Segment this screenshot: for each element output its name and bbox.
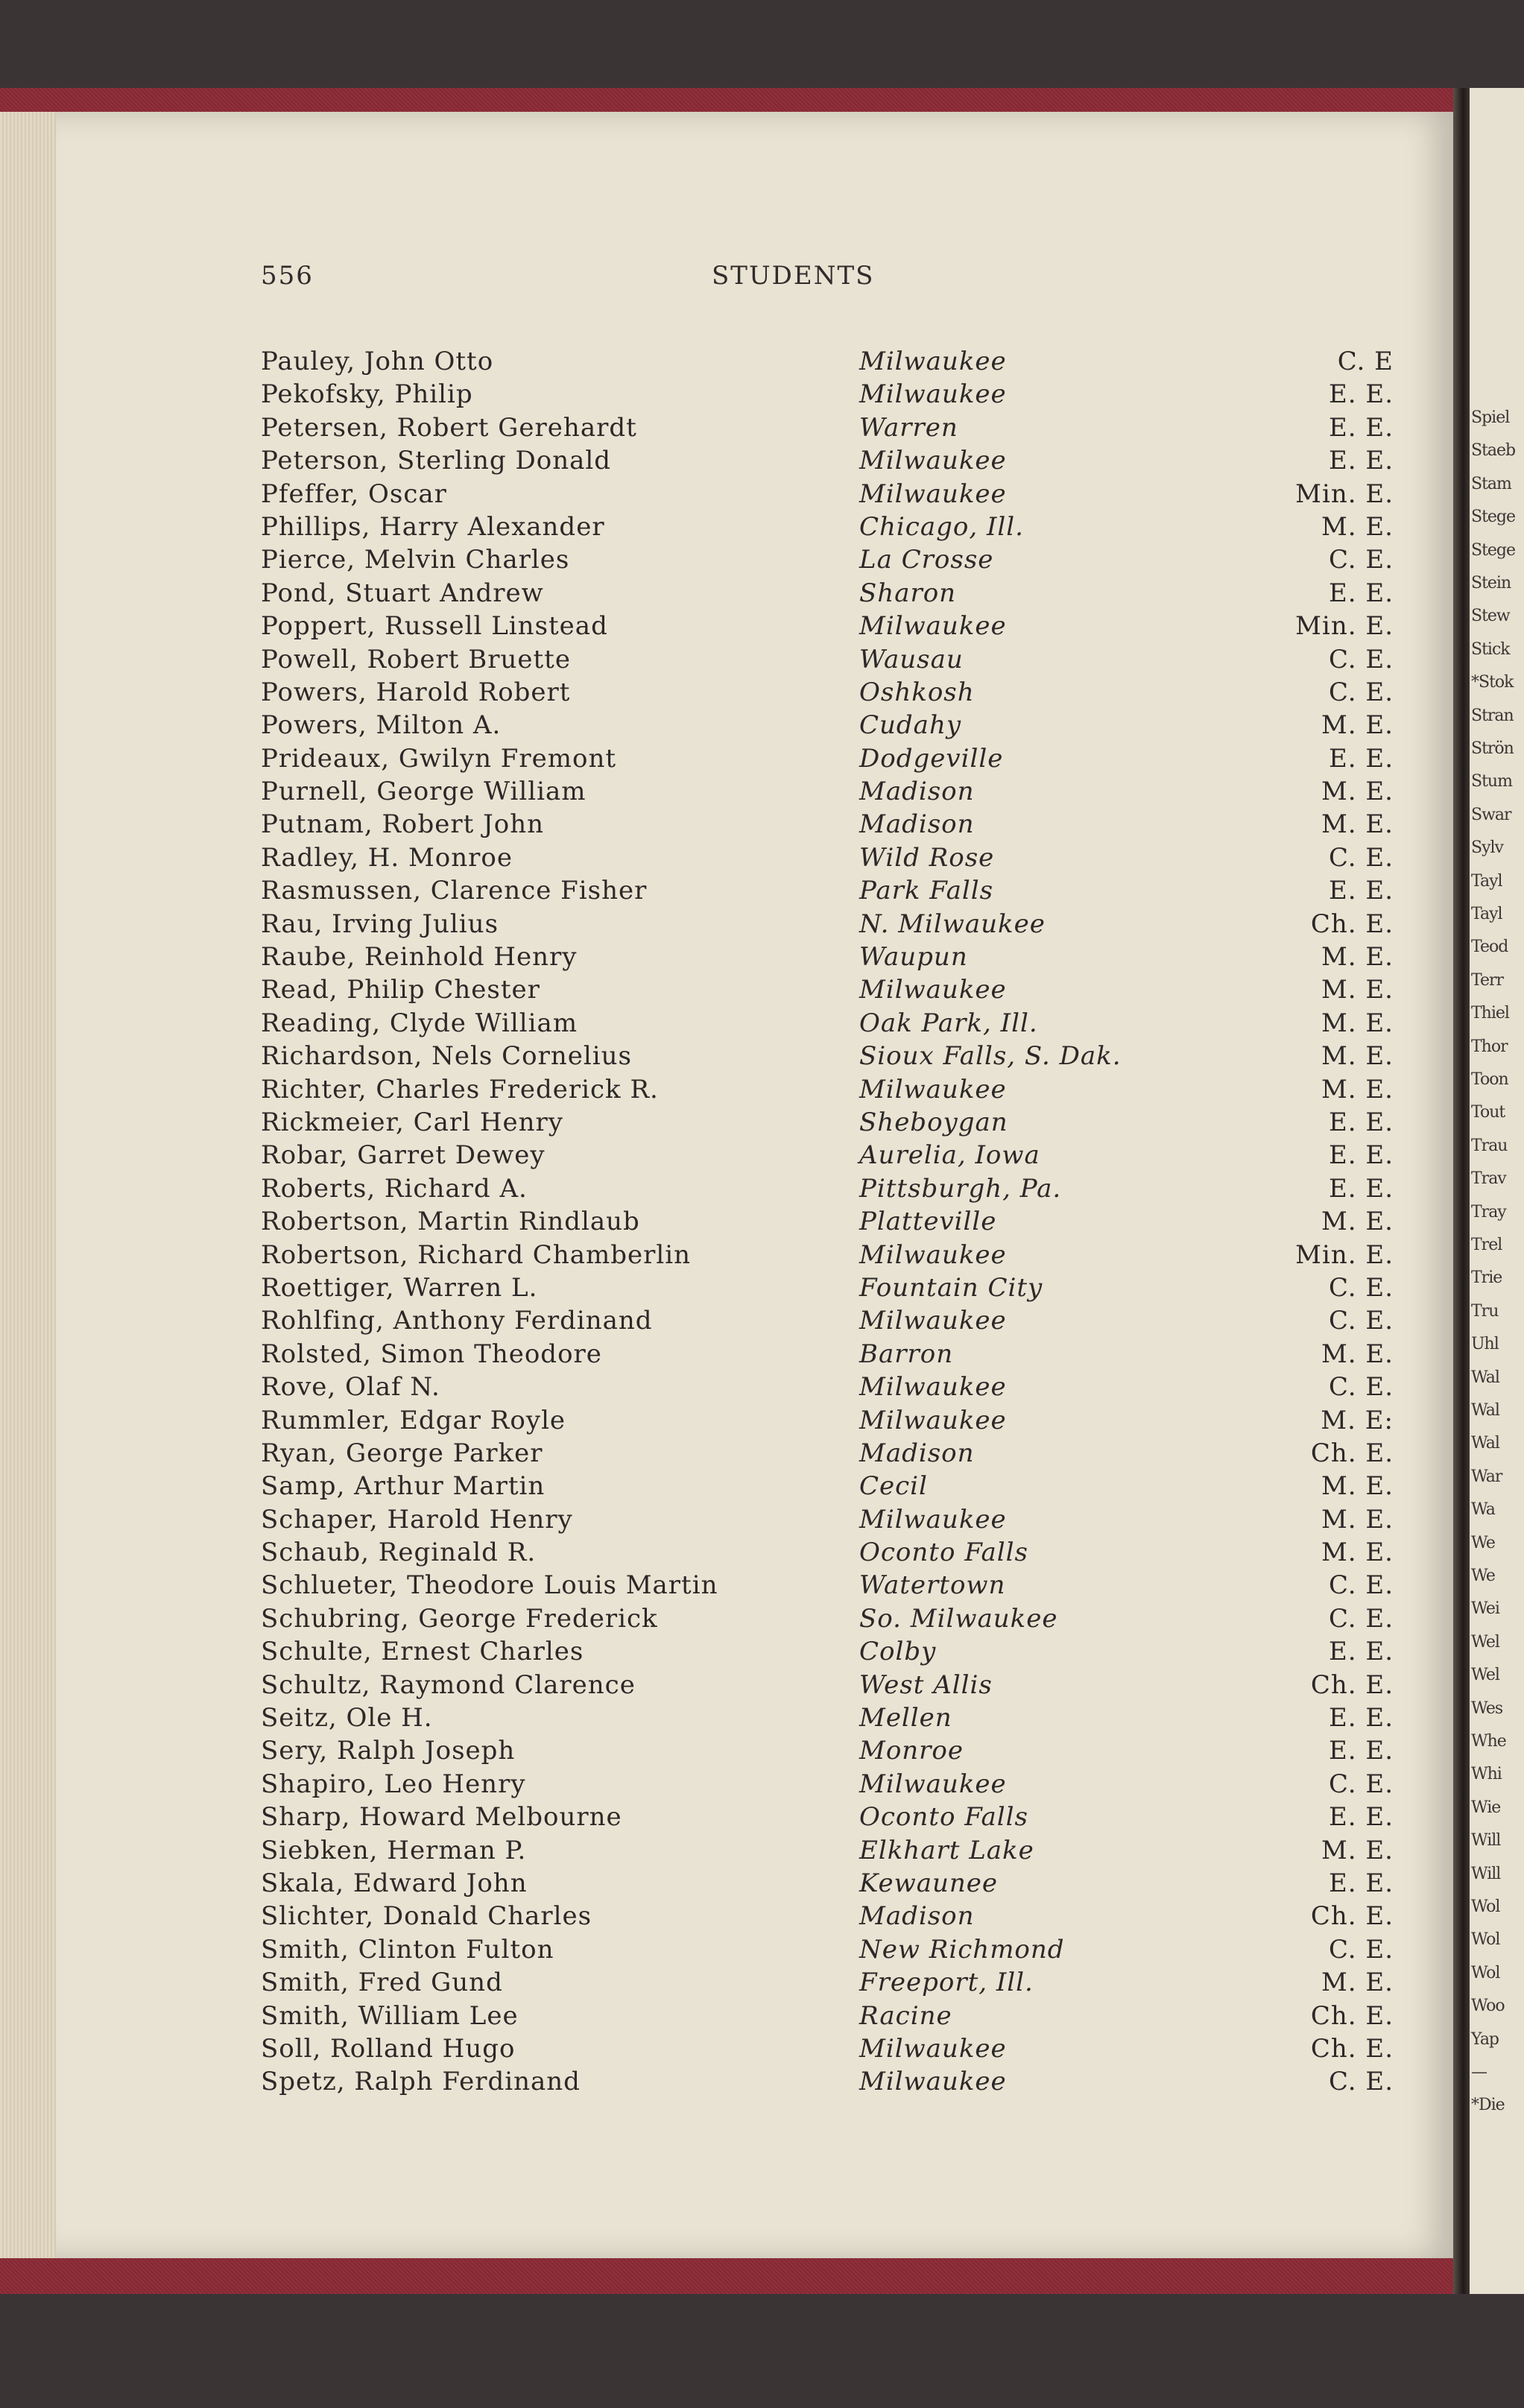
student-town: Milwaukee xyxy=(859,1239,1007,1270)
student-town: Milwaukee xyxy=(859,1769,1007,1799)
student-town: Madison xyxy=(859,777,975,807)
facing-page-fragment: Wal xyxy=(1471,1368,1499,1387)
student-row xyxy=(261,676,1394,709)
student-course: Min. E. xyxy=(1295,1239,1394,1270)
student-town: Barron xyxy=(859,1339,954,1369)
student-name: Reading, Clyde William xyxy=(261,1008,578,1038)
student-name: Sharp, Howard Melbourne xyxy=(261,1802,622,1833)
student-row xyxy=(261,1106,1394,1139)
student-town: Sioux Falls, S. Dak. xyxy=(859,1041,1122,1072)
facing-page-fragment: Tray xyxy=(1471,1202,1506,1222)
student-course: E. E. xyxy=(1328,379,1394,410)
student-name: Shapiro, Leo Henry xyxy=(261,1769,526,1799)
student-course: C. E. xyxy=(1328,1570,1394,1601)
student-row xyxy=(261,577,1394,610)
student-course: Min. E. xyxy=(1295,611,1394,642)
student-row xyxy=(261,1768,1394,1801)
student-town: Watertown xyxy=(859,1570,1006,1601)
student-row xyxy=(261,1602,1394,1635)
student-course: E. E. xyxy=(1328,1173,1394,1204)
student-name: Rolsted, Simon Theodore xyxy=(261,1339,602,1369)
student-town: Fountain City xyxy=(859,1272,1043,1303)
student-course: M. E. xyxy=(1321,1968,1394,1998)
student-name: Pauley, John Otto xyxy=(261,347,494,376)
student-row xyxy=(261,1801,1394,1833)
student-row xyxy=(261,1304,1394,1337)
student-course: C. E. xyxy=(1328,1769,1394,1799)
student-town: Milwaukee xyxy=(859,446,1007,476)
student-row xyxy=(261,1007,1394,1040)
student-town: Milwaukee xyxy=(859,611,1007,642)
student-course: E. E. xyxy=(1328,412,1394,443)
student-name: Peterson, Sterling Donald xyxy=(261,446,612,476)
student-name: Sery, Ralph Joseph xyxy=(261,1736,516,1766)
student-town: Milwaukee xyxy=(859,379,1007,410)
facing-page-fragment: Toon xyxy=(1471,1070,1508,1089)
student-course: Ch. E. xyxy=(1310,2033,1394,2064)
student-name: Prideaux, Gwilyn Fremont xyxy=(261,743,617,774)
student-course: E. E. xyxy=(1328,446,1394,476)
student-course: C. E. xyxy=(1328,842,1394,873)
student-row xyxy=(261,1734,1394,1767)
student-course: M. E. xyxy=(1321,1504,1394,1535)
student-course: Ch. E. xyxy=(1310,1669,1394,1700)
facing-page-fragment: Will xyxy=(1471,1864,1501,1883)
student-name: Rickmeier, Carl Henry xyxy=(261,1107,563,1137)
student-name: Ryan, George Parker xyxy=(261,1438,543,1468)
student-town: New Richmond xyxy=(859,1934,1065,1965)
student-course: Ch. E. xyxy=(1310,1438,1394,1468)
book-gutter xyxy=(1453,88,1470,2294)
facing-page-fragment: War xyxy=(1471,1467,1502,1486)
student-row xyxy=(261,742,1394,775)
student-course: M. E. xyxy=(1321,511,1394,542)
facing-page-fragment: Wel xyxy=(1471,1632,1499,1652)
student-town: Elkhart Lake xyxy=(859,1835,1034,1865)
student-course: E. E. xyxy=(1328,1107,1394,1137)
student-row xyxy=(261,2065,1394,2098)
student-town: Wausau xyxy=(859,644,964,674)
student-course: E. E. xyxy=(1328,1140,1394,1171)
student-course: E. E. xyxy=(1328,743,1394,774)
student-row xyxy=(261,411,1394,444)
student-town: Milwaukee xyxy=(859,347,1007,376)
student-row xyxy=(261,1172,1394,1205)
student-name: Schulte, Ernest Charles xyxy=(261,1637,584,1667)
student-town: Cecil xyxy=(859,1471,928,1502)
student-row xyxy=(261,478,1394,511)
facing-page-fragment: Trav xyxy=(1471,1169,1506,1189)
student-town: Milwaukee xyxy=(859,2033,1007,2064)
student-name: Rau, Irving Julius xyxy=(261,908,499,939)
student-name: Pekofsky, Philip xyxy=(261,379,473,410)
facing-page-fragment: Wal xyxy=(1471,1401,1499,1420)
student-name: Richter, Charles Frederick R. xyxy=(261,1074,659,1105)
student-course: M. E. xyxy=(1321,809,1394,840)
facing-page-fragment: Swar xyxy=(1471,805,1511,824)
student-course: M. E. xyxy=(1321,975,1394,1005)
facing-page-fragment: Whi xyxy=(1471,1765,1502,1784)
student-row xyxy=(261,1470,1394,1502)
student-town: Milwaukee xyxy=(859,1074,1007,1105)
student-row xyxy=(261,1239,1394,1271)
student-town: Chicago, Ill. xyxy=(859,511,1024,542)
student-name: Skala, Edward John xyxy=(261,1868,528,1898)
student-course: M. E. xyxy=(1321,777,1394,807)
student-name: Robar, Garret Dewey xyxy=(261,1140,546,1171)
facing-page-fragment: Strön xyxy=(1471,739,1514,758)
facing-page-fragment: — xyxy=(1471,2063,1487,2082)
student-name: Rove, Olaf N. xyxy=(261,1372,440,1403)
student-row xyxy=(261,1139,1394,1172)
student-course: Min. E. xyxy=(1295,478,1394,509)
student-row xyxy=(261,1437,1394,1470)
student-name: Raube, Reinhold Henry xyxy=(261,942,578,973)
student-town: Dodgeville xyxy=(859,743,1004,774)
student-row xyxy=(261,2000,1394,2032)
student-name: Pond, Stuart Andrew xyxy=(261,578,544,608)
student-row xyxy=(261,808,1394,841)
student-row xyxy=(261,874,1394,907)
facing-page-fragment: Stran xyxy=(1471,706,1514,725)
student-town: Warren xyxy=(859,412,958,443)
student-town: Madison xyxy=(859,809,975,840)
student-name: Smith, William Lee xyxy=(261,2000,519,2031)
student-course: M. E. xyxy=(1321,1471,1394,1502)
student-town: Aurelia, Iowa xyxy=(859,1140,1040,1171)
student-town: Oshkosh xyxy=(859,677,975,707)
student-name: Read, Philip Chester xyxy=(261,975,540,1005)
student-town: Freeport, Ill. xyxy=(859,1968,1034,1998)
student-course: C. E. xyxy=(1328,644,1394,674)
student-row xyxy=(261,1867,1394,1900)
student-name: Powell, Robert Bruette xyxy=(261,644,571,674)
student-name: Rasmussen, Clarence Fisher xyxy=(261,876,648,906)
student-row xyxy=(261,1205,1394,1238)
student-row xyxy=(261,1404,1394,1437)
student-row xyxy=(261,643,1394,676)
student-name: Siebken, Herman P. xyxy=(261,1835,527,1865)
facing-page-fragment: Staeb xyxy=(1471,441,1516,461)
student-name: Smith, Fred Gund xyxy=(261,1968,503,1998)
student-course: M. E. xyxy=(1321,942,1394,973)
facing-page xyxy=(1470,88,1524,2294)
student-row xyxy=(261,973,1394,1006)
page-number: 556 xyxy=(261,261,314,291)
student-course: M. E. xyxy=(1321,710,1394,741)
student-town: Monroe xyxy=(859,1736,964,1766)
student-row xyxy=(261,378,1394,411)
student-name: Spetz, Ralph Ferdinand xyxy=(261,2067,581,2097)
student-name: Powers, Milton A. xyxy=(261,710,502,741)
student-row xyxy=(261,941,1394,973)
facing-page-fragment: We xyxy=(1471,1533,1495,1552)
facing-page-fragment: Stege xyxy=(1471,508,1516,527)
student-row xyxy=(261,841,1394,874)
student-town: Oconto Falls xyxy=(859,1538,1028,1568)
student-row xyxy=(261,1073,1394,1106)
student-town: Waupun xyxy=(859,942,968,973)
student-course: C. E. xyxy=(1328,677,1394,707)
student-row xyxy=(261,1669,1394,1701)
facing-page-fragment: Trie xyxy=(1471,1268,1502,1288)
student-town: Pittsburgh, Pa. xyxy=(859,1173,1062,1204)
student-course: Ch. E. xyxy=(1310,2000,1394,2031)
student-town: Milwaukee xyxy=(859,2067,1007,2097)
student-row xyxy=(261,345,1394,378)
student-course: E. E. xyxy=(1328,578,1394,608)
facing-page-fragment: Tayl xyxy=(1471,871,1502,891)
student-course: E. E. xyxy=(1328,1703,1394,1734)
student-name: Schlueter, Theodore Louis Martin xyxy=(261,1570,718,1601)
student-name: Rummler, Edgar Royle xyxy=(261,1405,566,1435)
student-town: Madison xyxy=(859,1438,975,1468)
student-name: Samp, Arthur Martin xyxy=(261,1471,546,1502)
student-course: M. E. xyxy=(1321,1538,1394,1568)
student-name: Powers, Harold Robert xyxy=(261,677,571,707)
student-course: C. E. xyxy=(1328,545,1394,575)
student-town: Milwaukee xyxy=(859,975,1007,1005)
student-town: La Crosse xyxy=(859,545,994,575)
student-name: Roberts, Richard A. xyxy=(261,1173,528,1204)
facing-page-fragment: Stum xyxy=(1471,772,1512,791)
student-name: Pfeffer, Oscar xyxy=(261,478,447,509)
student-name: Putnam, Robert John xyxy=(261,809,545,840)
student-row xyxy=(261,1834,1394,1867)
student-name: Slichter, Donald Charles xyxy=(261,1901,592,1932)
student-course: E. E. xyxy=(1328,1868,1394,1898)
facing-page-fragment: Tout xyxy=(1471,1103,1505,1122)
student-town: Kewaunee xyxy=(859,1868,999,1898)
facing-page-fragment: Wei xyxy=(1471,1599,1499,1619)
facing-page-fragment: Stein xyxy=(1471,574,1511,592)
student-course: C. E. xyxy=(1328,2067,1394,2097)
student-town: Oconto Falls xyxy=(859,1802,1028,1833)
page-header xyxy=(261,261,1394,298)
student-name: Radley, H. Monroe xyxy=(261,842,513,873)
student-course: M. E. xyxy=(1321,1074,1394,1105)
student-course: Ch. E. xyxy=(1310,1901,1394,1932)
student-town: So. Milwaukee xyxy=(859,1603,1058,1634)
student-row xyxy=(261,908,1394,941)
facing-page-fragment: Spiel xyxy=(1471,408,1510,427)
student-course: C. E xyxy=(1337,347,1394,376)
student-row xyxy=(261,610,1394,642)
student-town: Oak Park, Ill. xyxy=(859,1008,1038,1038)
student-row xyxy=(261,1635,1394,1668)
facing-page-fragment: Stew xyxy=(1471,607,1510,626)
student-name: Purnell, George William xyxy=(261,777,586,807)
student-town: Wild Rose xyxy=(859,842,995,873)
facing-page-fragment: Wol xyxy=(1471,1963,1500,1982)
facing-page-fragment: Thor xyxy=(1471,1037,1508,1056)
student-course: M. E. xyxy=(1321,1207,1394,1237)
student-name: Rohlfing, Anthony Ferdinand xyxy=(261,1306,653,1336)
student-row xyxy=(261,1569,1394,1602)
student-name: Robertson, Richard Chamberlin xyxy=(261,1239,692,1270)
student-row xyxy=(261,709,1394,742)
student-town: Madison xyxy=(859,1901,975,1932)
student-town: Milwaukee xyxy=(859,1306,1007,1336)
student-course: M. E. xyxy=(1321,1008,1394,1038)
facing-page-fragment: Sylv xyxy=(1471,838,1503,858)
facing-page-fragment: Woo xyxy=(1471,1997,1505,2016)
student-town: N. Milwaukee xyxy=(859,908,1046,939)
student-town: West Allis xyxy=(859,1669,993,1700)
student-name: Richardson, Nels Cornelius xyxy=(261,1041,632,1072)
student-town: Racine xyxy=(859,2000,952,2031)
student-row xyxy=(261,1271,1394,1304)
student-town: Milwaukee xyxy=(859,1405,1007,1435)
facing-page-fragment: Stege xyxy=(1471,540,1516,560)
facing-page-fragment: Tru xyxy=(1471,1301,1499,1321)
facing-page-fragment: Terr xyxy=(1471,970,1504,990)
facing-page-fragment: Uhl xyxy=(1471,1335,1499,1354)
student-row xyxy=(261,1536,1394,1569)
facing-page-fragment: Whe xyxy=(1471,1732,1506,1751)
student-row xyxy=(261,1040,1394,1072)
student-course: C. E. xyxy=(1328,1372,1394,1403)
student-course: C. E. xyxy=(1328,1603,1394,1634)
student-row xyxy=(261,2032,1394,2065)
student-list xyxy=(261,345,1394,2099)
facing-page-fragment: Thiel xyxy=(1471,1004,1509,1023)
facing-page-fragment: We xyxy=(1471,1567,1495,1585)
facing-page-fragment: Teod xyxy=(1471,938,1508,957)
student-course: C. E. xyxy=(1328,1272,1394,1303)
student-row xyxy=(261,1503,1394,1536)
student-name: Poppert, Russell Linstead xyxy=(261,611,608,642)
facing-page-fragment: Wes xyxy=(1471,1698,1503,1718)
student-course: C. E. xyxy=(1328,1306,1394,1336)
student-course: M. E. xyxy=(1321,1835,1394,1865)
student-town: Park Falls xyxy=(859,876,994,906)
student-town: Sheboygan xyxy=(859,1107,1008,1137)
student-name: Schubring, George Frederick xyxy=(261,1603,658,1634)
facing-page-fragment: Trel xyxy=(1471,1236,1502,1254)
student-row xyxy=(261,1701,1394,1734)
student-course: E. E. xyxy=(1328,1637,1394,1667)
student-course: M. E. xyxy=(1321,1041,1394,1072)
student-name: Roettiger, Warren L. xyxy=(261,1272,538,1303)
facing-page-fragment: Tayl xyxy=(1471,905,1502,923)
facing-page-fragment: Trau xyxy=(1471,1136,1508,1155)
facing-page-fragment: Yap xyxy=(1471,2029,1499,2049)
student-course: C. E. xyxy=(1328,1934,1394,1965)
student-town: Milwaukee xyxy=(859,478,1007,509)
student-name: Schaper, Harold Henry xyxy=(261,1504,573,1535)
student-name: Schaub, Reginald R. xyxy=(261,1538,537,1568)
student-name: Pierce, Melvin Charles xyxy=(261,545,570,575)
student-row xyxy=(261,775,1394,808)
student-town: Milwaukee xyxy=(859,1372,1007,1403)
running-head: STUDENTS xyxy=(712,261,875,291)
student-name: Soll, Rolland Hugo xyxy=(261,2033,516,2064)
facing-page-fragment: Wie xyxy=(1471,1798,1501,1817)
student-row xyxy=(261,511,1394,543)
student-name: Robertson, Martin Rindlaub xyxy=(261,1207,640,1237)
student-row xyxy=(261,1966,1394,1999)
student-course: E. E. xyxy=(1328,1802,1394,1833)
student-course: M. E: xyxy=(1321,1405,1394,1435)
student-name: Smith, Clinton Fulton xyxy=(261,1934,554,1965)
student-town: Platteville xyxy=(859,1207,997,1237)
student-town: Sharon xyxy=(859,578,957,608)
student-name: Phillips, Harry Alexander xyxy=(261,511,605,542)
student-name: Petersen, Robert Gerehardt xyxy=(261,412,637,443)
facing-page-fragment: Stam xyxy=(1471,474,1511,493)
student-row xyxy=(261,543,1394,576)
student-name: Schultz, Raymond Clarence xyxy=(261,1669,636,1700)
student-row xyxy=(261,1338,1394,1371)
facing-page-fragment: Wel xyxy=(1471,1666,1499,1685)
student-town: Mellen xyxy=(859,1703,952,1734)
facing-page-fragment: Wol xyxy=(1471,1897,1500,1916)
student-course: M. E. xyxy=(1321,1339,1394,1369)
facing-page-fragment: Wal xyxy=(1471,1434,1499,1453)
facing-page-fragment: Wol xyxy=(1471,1930,1500,1950)
facing-page-fragment: Stick xyxy=(1471,639,1510,659)
facing-page-fragment: Will xyxy=(1471,1831,1501,1851)
student-town: Colby xyxy=(859,1637,937,1667)
facing-page-fragment: *Die xyxy=(1471,2096,1505,2115)
student-row xyxy=(261,444,1394,477)
student-row xyxy=(261,1933,1394,1966)
facing-page-fragment: *Stok xyxy=(1471,673,1514,692)
student-name: Seitz, Ole H. xyxy=(261,1703,433,1734)
facing-page-fragment: Wa xyxy=(1471,1500,1495,1520)
student-course: E. E. xyxy=(1328,876,1394,906)
student-course: E. E. xyxy=(1328,1736,1394,1766)
student-course: Ch. E. xyxy=(1310,908,1394,939)
student-row xyxy=(261,1900,1394,1933)
student-town: Milwaukee xyxy=(859,1504,1007,1535)
student-town: Cudahy xyxy=(859,710,962,741)
student-row xyxy=(261,1371,1394,1403)
